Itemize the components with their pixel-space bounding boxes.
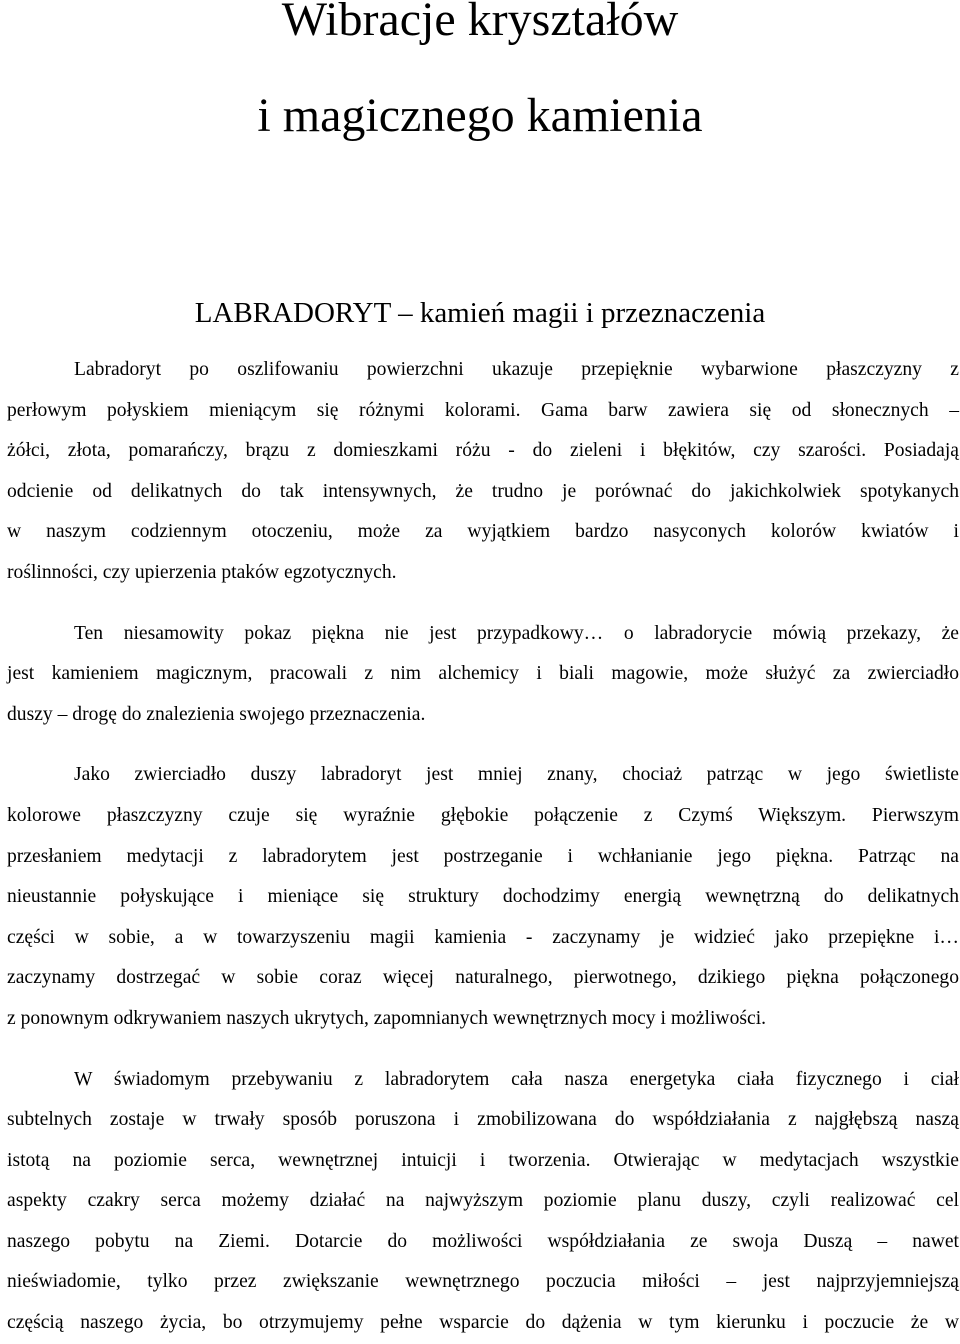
paragraph-line: W świadomym przebywaniu z labradorytem cała nasza energetyka ciała fizycznego i ciał [74, 1068, 959, 1090]
paragraph-2 [7, 614, 959, 736]
paragraph-line: częścią naszego życia, bo otrzymujemy pełne wsparcie do dążenia w tym kierunku i poczucie że w [7, 1312, 959, 1334]
paragraph-line: duszy – drogę do znalezienia swojego przeznaczenia. [7, 703, 426, 725]
paragraph-line: perłowym połyskiem mieniącym się różnymi kolorami. Gama barw zawiera się od słonecznych – [7, 399, 959, 421]
paragraph-line: nieświadomie, tylko przez zwiększanie wewnętrznego poczucia miłości – jest najprzyjemniejszą [7, 1271, 959, 1293]
paragraph-line: istotą na poziomie serca, wewnętrznej intuicji i tworzenia. Otwierając w medytacjach wszystkie [7, 1149, 959, 1171]
paragraph-line: naszego pobytu na Ziemi. Dotarcie do możliwości współdziałania ze swoja Duszą – nawet [7, 1230, 959, 1252]
paragraph-line: w naszym codziennym otoczeniu, może za wyjątkiem bardzo nasyconych kolorów kwiatów i [7, 521, 959, 543]
paragraph-3 [7, 755, 959, 1039]
paragraph-line: żółci, złota, pomarańczy, brązu z domieszkami różu - do zieleni i błękitów, czy szarości. Posiadają [7, 440, 959, 462]
paragraph-line: Jako zwierciadło duszy labradoryt jest mniej znany, chociaż patrząc w jego świetliste [74, 764, 959, 786]
paragraph-line: roślinności, czy upierzenia ptaków egzotycznych. [7, 561, 397, 583]
paragraph-line: przesłaniem medytacji z labradorytem jest postrzeganie i wchłanianie jego piękna. Patrząc na [7, 845, 959, 867]
paragraph-line: części w sobie, a w towarzyszeniu magii kamienia - zaczynamy je widzieć jako przepiękne i… [7, 926, 959, 948]
title-line-2: i magicznego kamienia [257, 89, 703, 142]
paragraph-line: zaczynamy dostrzegać w sobie coraz więcej naturalnego, pierwotnego, dzikiego piękna połączonego [7, 967, 959, 989]
paragraph-1 [7, 350, 959, 594]
paragraph-4 [7, 1060, 959, 1344]
paragraph-line: Ten niesamowity pokaz piękna nie jest przypadkowy… o labradorycie mówią przekazy, że [74, 622, 959, 644]
paragraph-line: subtelnych zostaje w trwały sposób poruszona i zmobilizowana do współdziałania z najgłębszą naszą [7, 1109, 959, 1131]
paragraph-line: aspekty czakry serca możemy działać na najwyższym poziomie planu duszy, czyli realizować cel [7, 1190, 959, 1212]
section-heading: LABRADORYT – kamień magii i przeznaczenia [194, 297, 766, 329]
paragraph-line: kolorowe płaszczyzny czuje się wyraźnie głębokie połączenie z Czymś Większym. Pierwszym [7, 804, 959, 826]
paragraph-line: z ponownym odkrywaniem naszych ukrytych, zapomnianych wewnętrznych mocy i możliwości. [7, 1007, 767, 1029]
title-line-1: Wibracje kryształów [281, 0, 679, 46]
paragraph-line: jest kamieniem magicznym, pracowali z nim alchemicy i biali magowie, może służyć za zwierciadło [7, 663, 959, 685]
document-title [0, 0, 960, 164]
paragraph-line: Labradoryt po oszlifowaniu powierzchni ukazuje przepięknie wybarwione płaszczyzny z [74, 359, 959, 380]
paragraph-line: nieustannie połyskujące i mieniące się struktury dochodzimy energią wewnętrzną do delikatnych [7, 886, 959, 908]
document-body [7, 350, 959, 1344]
paragraph-line: odcienie od delikatnych do tak intensywnych, że trudno je porównać do jakichkolwiek spotykanych [7, 480, 959, 502]
